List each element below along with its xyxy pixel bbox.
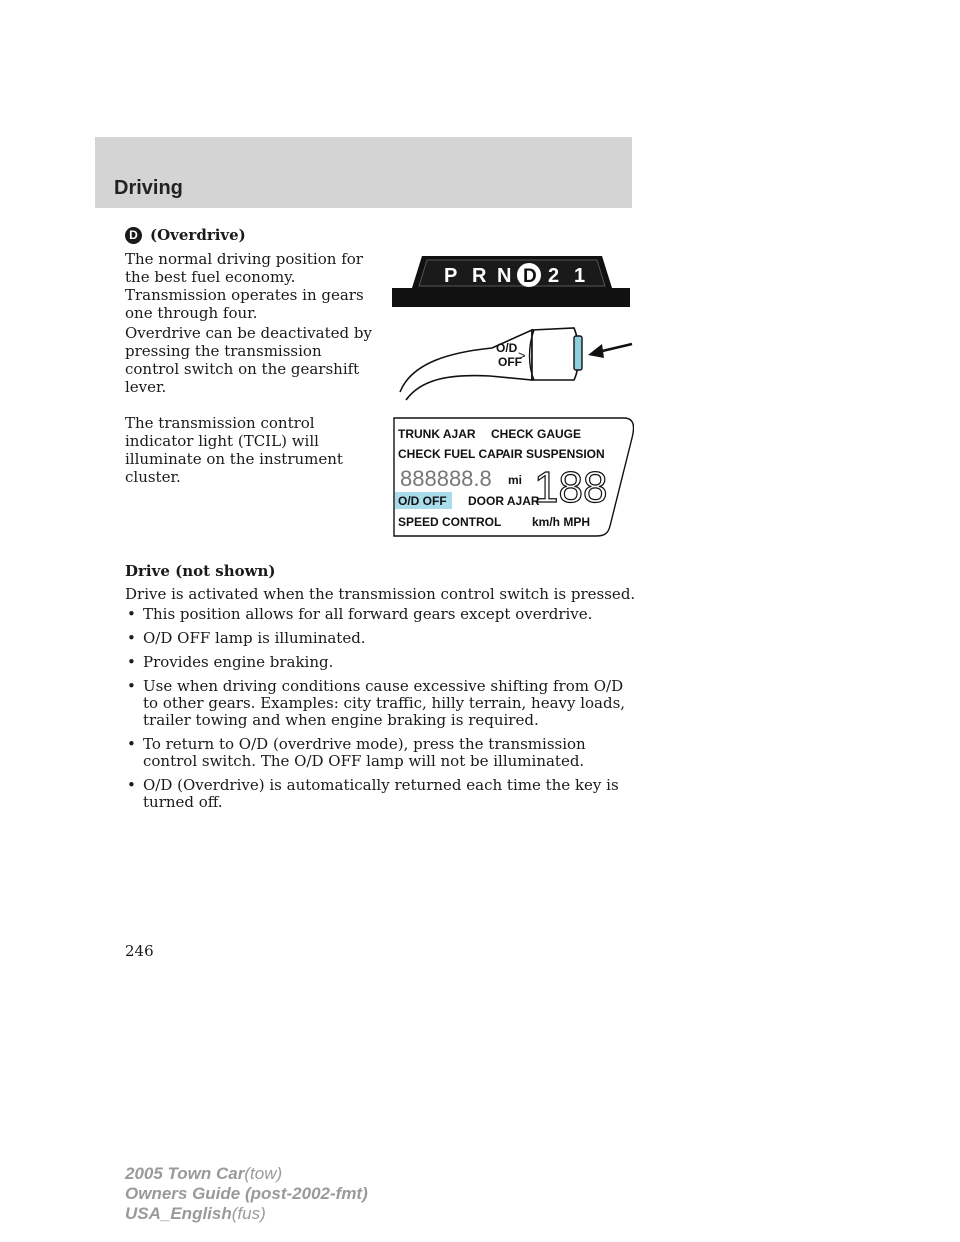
overdrive-paragraph-1: The normal driving position for the best fuel economy. Transmission operates in gears one through four. [125, 250, 364, 322]
footer-model-code: (tow) [244, 1164, 283, 1183]
drive-bullet-list [125, 606, 635, 818]
gear-d: D [523, 266, 537, 287]
gear-2: 2 [548, 265, 560, 287]
overdrive-paragraph-2: Overdrive can be deactivated by pressing the transmission control switch on the gearshift lever. [125, 324, 372, 396]
document-footer [125, 1164, 368, 1224]
footer-guide: Owners Guide (post-2002-fmt) [125, 1184, 368, 1203]
footer-language-code: (fus) [231, 1204, 266, 1223]
list-item: • O/D OFF lamp is illuminated. [127, 629, 366, 647]
cluster-air-suspension: AIR SUSPENSION [502, 447, 605, 461]
bullet-icon: • [127, 776, 136, 794]
list-item: • Use when driving conditions cause excessive shifting from O/D to other gears. Examples: city traffic, hilly terrain, heavy loads, trailer towing and when engine braking is required. [127, 677, 626, 729]
gearshift-lever-illustration [392, 322, 634, 402]
gear-p: P [444, 265, 458, 287]
bullet-icon: • [127, 653, 136, 671]
page-number: 246 [125, 942, 154, 960]
instrument-cluster-illustration [388, 416, 634, 538]
lever-label-od: O/D [496, 341, 518, 355]
cluster-check-fuel-cap: CHECK FUEL CAP [398, 447, 504, 461]
drive-intro: Drive is activated when the transmission control switch is pressed. [125, 585, 636, 603]
overdrive-heading-text: (Overdrive) [150, 226, 246, 244]
cluster-trunk-ajar: TRUNK AJAR [398, 427, 476, 441]
bullet-icon: • [127, 735, 136, 753]
cluster-odometer-unit: mi [508, 473, 523, 487]
section-header [95, 137, 632, 208]
cluster-speed-control: SPEED CONTROL [398, 515, 502, 529]
overdrive-paragraph-3: The transmission control indicator light (TCIL) will illuminate on the instrument cluster. [125, 414, 343, 486]
gear-indicator-illustration [392, 252, 630, 308]
lever-chevron-icon: > [518, 348, 526, 363]
drive-heading: Drive (not shown) [125, 562, 276, 580]
bullet-icon: • [127, 605, 136, 623]
footer-model: 2005 Town Car [125, 1164, 245, 1183]
lever-tip [532, 328, 579, 380]
overdrive-d-icon: D [125, 227, 142, 244]
gear-indicator-base [392, 288, 630, 307]
list-item: • O/D (Overdrive) is automatically returned each time the key is turned off. [127, 776, 619, 811]
gear-n: N [497, 265, 512, 287]
cluster-door-ajar: DOOR AJAR [468, 494, 540, 508]
cluster-check-gauge: CHECK GAUGE [491, 427, 582, 441]
cluster-speed-digits: 188 [534, 463, 608, 512]
cluster-speed-units: km/h MPH [532, 515, 591, 529]
list-item: • This position allows for all forward gears except overdrive. [127, 605, 593, 623]
cluster-odometer: 888888.8 [400, 466, 492, 491]
list-item: • Provides engine braking. [127, 653, 334, 671]
gear-r: R [472, 265, 487, 287]
section-title: Driving [114, 177, 183, 199]
lever-label-off: OFF [498, 355, 522, 369]
bullet-icon: • [127, 677, 136, 695]
list-item: • To return to O/D (overdrive mode), press the transmission control switch. The O/D OFF lamp will not be illuminated. [127, 735, 586, 770]
arrow-head-icon [588, 344, 604, 358]
footer-language: USA_English [125, 1204, 232, 1223]
overdrive-heading [125, 226, 246, 244]
gear-1: 1 [574, 265, 586, 287]
arrow-pointer-icon [598, 344, 632, 352]
bullet-icon: • [127, 629, 136, 647]
cluster-od-off: O/D OFF [398, 494, 447, 508]
transmission-control-switch [574, 336, 582, 370]
